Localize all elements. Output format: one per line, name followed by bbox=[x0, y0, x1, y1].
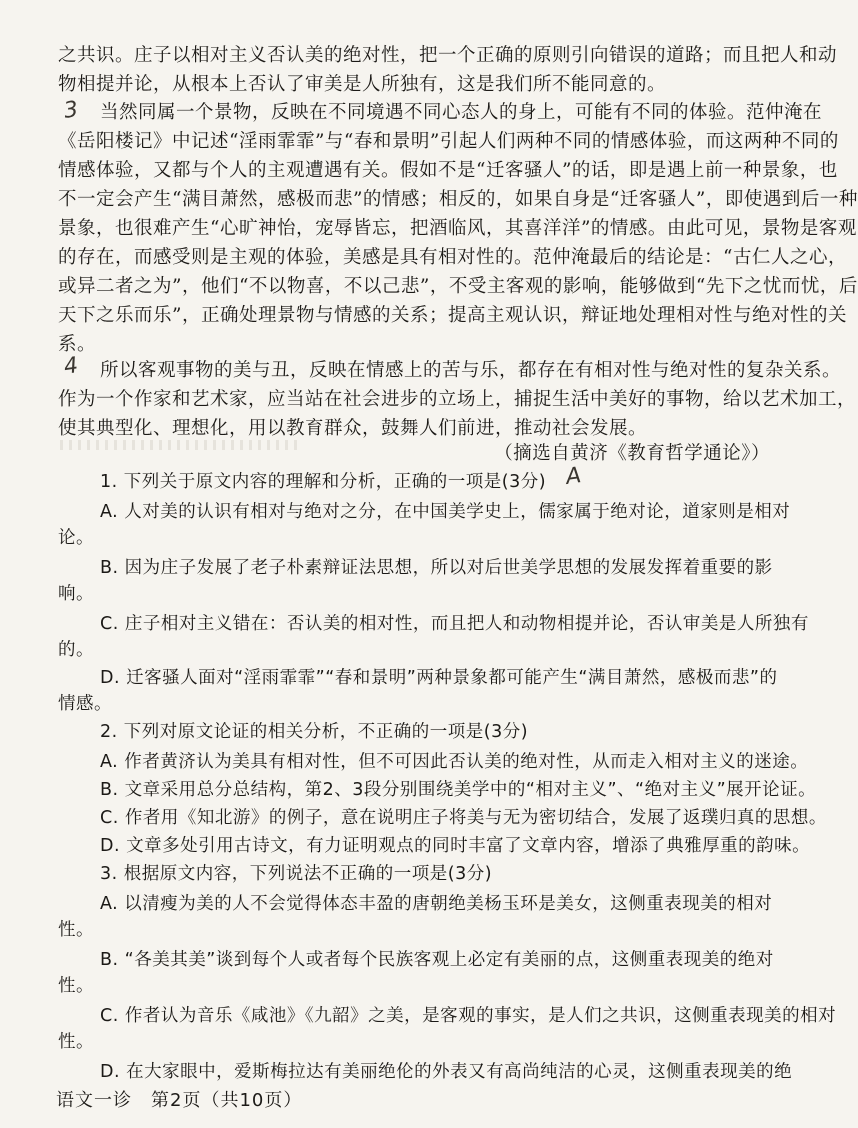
question-stem: 2. 下列对原文论证的相关分析，不正确的一项是(3分) bbox=[100, 722, 529, 742]
option-line: A. 作者黄济认为美具有相对性，但不可因此否认美的绝对性，从而走入相对主义的迷途。 bbox=[100, 752, 809, 772]
scan-noise bbox=[60, 440, 300, 450]
passage-line: 之共识。庄子以相对主义否认美的绝对性，把一个正确的原则引向错误的道路；而且把人和动 bbox=[58, 45, 838, 66]
passage-line: 的存在，而感受则是主观的体验，美感是具有相对性的。范仲淹最后的结论是：“古仁人之心， bbox=[58, 247, 847, 268]
question-stem: 1. 下列关于原文内容的理解和分析，正确的一项是(3分) bbox=[100, 472, 547, 492]
handwritten-answer: A bbox=[564, 463, 583, 490]
option-line: 论。 bbox=[58, 528, 94, 548]
passage-line: 不一定会产生“满目萧然，感极而悲”的情感；相反的，如果自身是“迁客骚人”，即使遇到后一种 bbox=[58, 189, 858, 210]
passage-line: 物相提并论，从根本上否认了审美是人所独有，这是我们所不能同意的。 bbox=[58, 74, 667, 95]
option-line: 性。 bbox=[58, 1032, 94, 1052]
source-citation: （摘选自黄济《教育哲学通论》） bbox=[494, 443, 770, 464]
option-line: A. 人对美的认识有相对与绝对之分，在中国美学史上，儒家属于绝对论，道家则是相对 bbox=[100, 502, 791, 522]
paragraph-number: 3 bbox=[62, 97, 80, 124]
option-line: B. 因为庄子发展了老子朴素辩证法思想，所以对后世美学思想的发展发挥着重要的影 bbox=[100, 558, 773, 578]
option-line: B. “各美其美”谈到每个人或者每个民族客观上必定有美丽的点，这侧重表现美的绝对 bbox=[100, 950, 774, 970]
passage-line: 《岳阳楼记》中记述“淫雨霏霏”与“春和景明”引起人们两种不同的情感体验，而这两种不同的 bbox=[58, 131, 839, 152]
passage-line: 所以客观事物的美与丑，反映在情感上的苦与乐，都存在有相对性与绝对性的复杂关系。 bbox=[100, 360, 842, 381]
option-line: 的。 bbox=[58, 640, 94, 660]
option-line: 情感。 bbox=[58, 694, 112, 714]
paragraph-number: 4 bbox=[62, 353, 80, 380]
option-line: C. 作者认为音乐《咸池》《九韶》之美，是客观的事实，是人们之共识，这侧重表现美的相对 bbox=[100, 1006, 837, 1026]
passage-line: 使其典型化、理想化，用以教育群众，鼓舞人们前进，推动社会发展。 bbox=[58, 418, 648, 439]
option-line: A. 以清瘦为美的人不会觉得体态丰盈的唐朝绝美杨玉环是美女，这侧重表现美的相对 bbox=[100, 894, 773, 914]
option-line: B. 文章采用总分总结构，第2、3段分别围绕美学中的“相对主义”、“绝对主义”展开论证。 bbox=[100, 780, 817, 800]
passage-line: 天下之乐而乐”，正确处理景物与情感的关系；提高主观认识，辩证地处理相对性与绝对性的关 bbox=[58, 305, 847, 326]
question-stem: 3. 根据原文内容，下列说法不正确的一项是(3分) bbox=[100, 864, 493, 884]
option-line: 性。 bbox=[58, 920, 94, 940]
option-line: 性。 bbox=[58, 976, 94, 996]
option-line: D. 文章多处引用古诗文，有力证明观点的同时丰富了文章内容，增添了典雅厚重的韵味。 bbox=[100, 836, 811, 856]
option-line: 响。 bbox=[58, 584, 94, 604]
option-line: C. 作者用《知北游》的例子，意在说明庄子将美与无为密切结合，发展了返璞归真的思想。 bbox=[100, 808, 827, 828]
passage-line: 当然同属一个景物，反映在不同境遇不同心态人的身上，可能有不同的体验。范仲淹在 bbox=[100, 102, 823, 123]
passage-line: 情感体验，又都与个人的主观遭遇有关。假如不是“迁客骚人”的话，即是遇上前一种景象，也 bbox=[58, 160, 838, 181]
passage-line: 或异二者之为”，他们“不以物喜，不以己悲”，不受主客观的影响，能够做到“先下之忧而忧，后 bbox=[58, 276, 858, 297]
passage-line: 作为一个作家和艺术家，应当站在社会进步的立场上，捕捉生活中美好的事物，给以艺术加工， bbox=[58, 389, 857, 410]
passage-line: 系。 bbox=[58, 334, 97, 355]
option-line: D. 迁客骚人面对“淫雨霏霏”“春和景明”两种景象都可能产生“满目萧然，感极而悲”的 bbox=[100, 668, 778, 688]
option-line: C. 庄子相对主义错在：否认美的相对性，而且把人和动物相提并论，否认审美是人所独有 bbox=[100, 614, 809, 634]
page-footer: 语文一诊 第2页（共10页） bbox=[56, 1090, 303, 1111]
passage-line: 景象，也很难产生“心旷神怡，宠辱皆忘，把酒临风，其喜洋洋”的情感。由此可见，景物是客观 bbox=[58, 218, 857, 239]
option-line: D. 在大家眼中，爱斯梅拉达有美丽绝伦的外表又有高尚纯洁的心灵，这侧重表现美的绝 bbox=[100, 1062, 793, 1082]
